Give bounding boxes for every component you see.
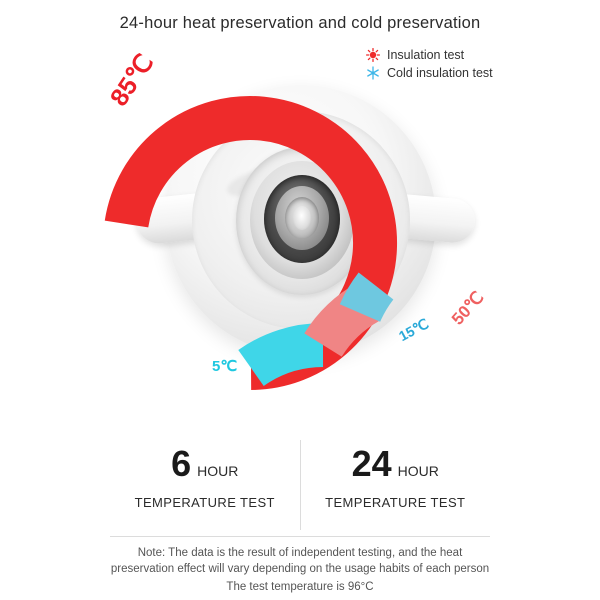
stat-24-hour <box>300 440 491 530</box>
footnote <box>60 545 540 595</box>
stat-6-hour-label: TEMPERATURE TEST <box>134 495 275 510</box>
label-temp-85: 85℃ <box>104 49 160 112</box>
legend-label-cold-insulation: Cold insulation test <box>387 66 493 80</box>
legend-item-insulation <box>366 48 493 62</box>
legend-label-insulation: Insulation test <box>387 48 465 62</box>
temperature-ring-chart <box>86 78 416 408</box>
stat-6-hour <box>110 440 300 530</box>
footnote-line-1: Note: The data is the result of independent testing, and the heat <box>137 547 463 559</box>
sun-icon <box>366 48 380 62</box>
divider <box>110 536 490 537</box>
stat-24-hour-unit: HOUR <box>397 463 439 479</box>
footnote-line-2: preservation effect will vary depending on the usage habits of each person <box>110 563 490 575</box>
arc-cool-15 <box>360 286 376 313</box>
label-temp-15: 15℃ <box>396 315 432 345</box>
stat-24-hour-value: 24 <box>351 443 392 484</box>
footnote-line-3: The test temperature is 96°C <box>226 581 374 593</box>
stats-row <box>110 440 490 530</box>
ring-chart-svg <box>86 78 416 408</box>
page-title: 24-hour heat preservation and cold preservation <box>119 14 481 32</box>
stat-6-hour-top <box>171 443 239 484</box>
label-temp-50: 50℃ <box>448 287 488 329</box>
arc-cold-5 <box>251 345 323 368</box>
stat-6-hour-value: 6 <box>171 443 192 484</box>
stat-6-hour-unit: HOUR <box>197 463 239 479</box>
stat-24-hour-top <box>351 443 439 484</box>
label-temp-5: 5℃ <box>212 358 238 375</box>
stat-24-hour-label: TEMPERATURE TEST <box>325 495 466 510</box>
